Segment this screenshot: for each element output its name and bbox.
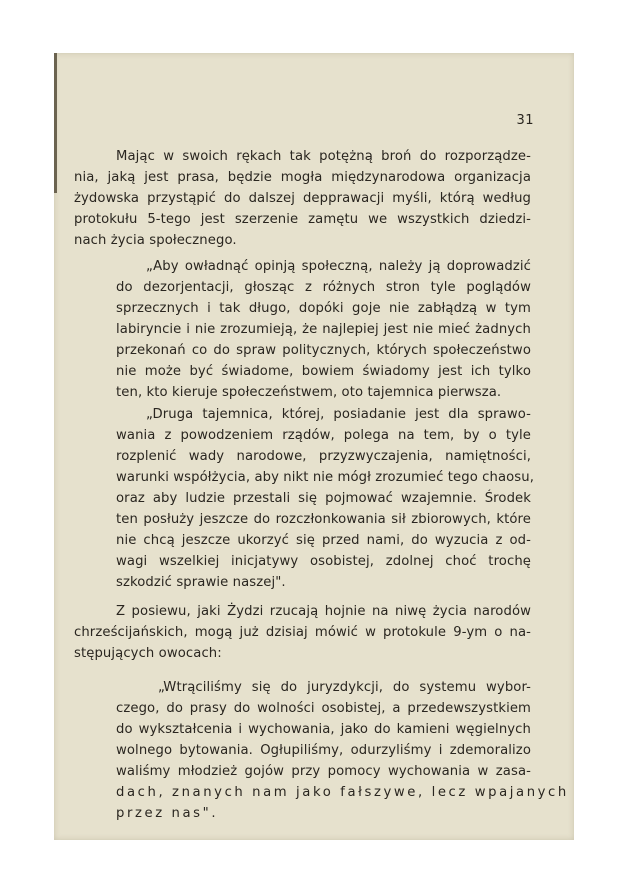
text-line: rozplenić wady narodowe, przyzwyczajenia, namiętności, [116,449,531,464]
text-line: żydowska przystąpić do dalszej depprawacji myśli, którą według [74,191,531,206]
text-line: „Druga tajemnica, której, posiadanie jest dla sprawo- [146,407,531,422]
text-line: przez nas". [116,806,219,821]
text-line: wania z powodzeniem rządów, polega na tem, by o tyle [116,428,531,443]
page-number: 31 [516,113,534,128]
text-line: labiryncie i nie zrozumieją, że najlepiej jest nie mieć żadnych [116,322,531,337]
text-line: „Wtrąciliśmy się do juryzdykcji, do systemu wybor- [158,680,531,695]
text-line: szkodzić sprawie naszej". [116,575,286,590]
text-line: nie może być świadome, bowiem świadomy jest ich tylko [116,364,531,379]
text-line: oraz aby ludzie przestali się pojmować wzajemnie. Środek [116,491,531,506]
text-line: przekonań co do spraw politycznych, których społeczeństwo [116,343,531,358]
text-line: Mając w swoich rękach tak potężną broń do rozporządze- [116,149,531,164]
text-line: czego, do prasy do wolności osobistej, a przedewszystkiem [116,701,531,716]
text-line: ten posłuży jeszcze do rozczłonkowania sił zbiorowych, które [116,512,531,527]
text-line: wagi wszelkiej inicjatywy osobistej, zdolnej choć trochę [116,554,531,569]
text-line: wolnego bytowania. Ogłupiliśmy, odurzyliśmy i zdemoralizo [116,743,531,758]
text-line: warunki współżycia, aby nikt nie mógł zrozumieć tego chaosu, [116,470,535,485]
text-line: „Aby owładnąć opinją społeczną, należy ją doprowadzić [146,259,531,274]
text-line: nach życia społecznego. [74,233,237,248]
text-line: stępujących owocach: [74,646,222,661]
text-line: ten, kto kieruje społeczeństwem, oto tajemnica pierwsza. [116,385,502,400]
text-line: do wykształcenia i wychowania, jako do kamieni węgielnych [116,722,531,737]
book-page [54,53,574,840]
page-spine-edge [54,53,57,193]
text-line: protokułu 5-tego jest szerzenie zamętu we wszystkich dziedzi- [74,212,531,227]
text-line: dach, znanych nam jako fałszywe, lecz wpajanych [116,785,569,800]
text-line: waliśmy młodzież gojów przy pomocy wychowania w zasa- [116,764,531,779]
text-line: sprzecznych i tak długo, dopóki goje nie zabłądzą w tym [116,301,531,316]
text-line: chrześcijańskich, mogą już dzisiaj mówić w protokule 9-ym o na- [74,625,531,640]
text-line: do dezorjentacji, głosząc z różnych stron tyle poglądów [116,280,531,295]
text-line: Z posiewu, jaki Żydzi rzucają hojnie na niwę życia narodów [116,604,531,619]
text-line: nia, jaką jest prasa, będzie mogła międzynarodowa organizacja [74,170,531,185]
text-line: nie chcą jeszcze ukorzyć się przed nami, do wyzucia z od- [116,533,531,548]
